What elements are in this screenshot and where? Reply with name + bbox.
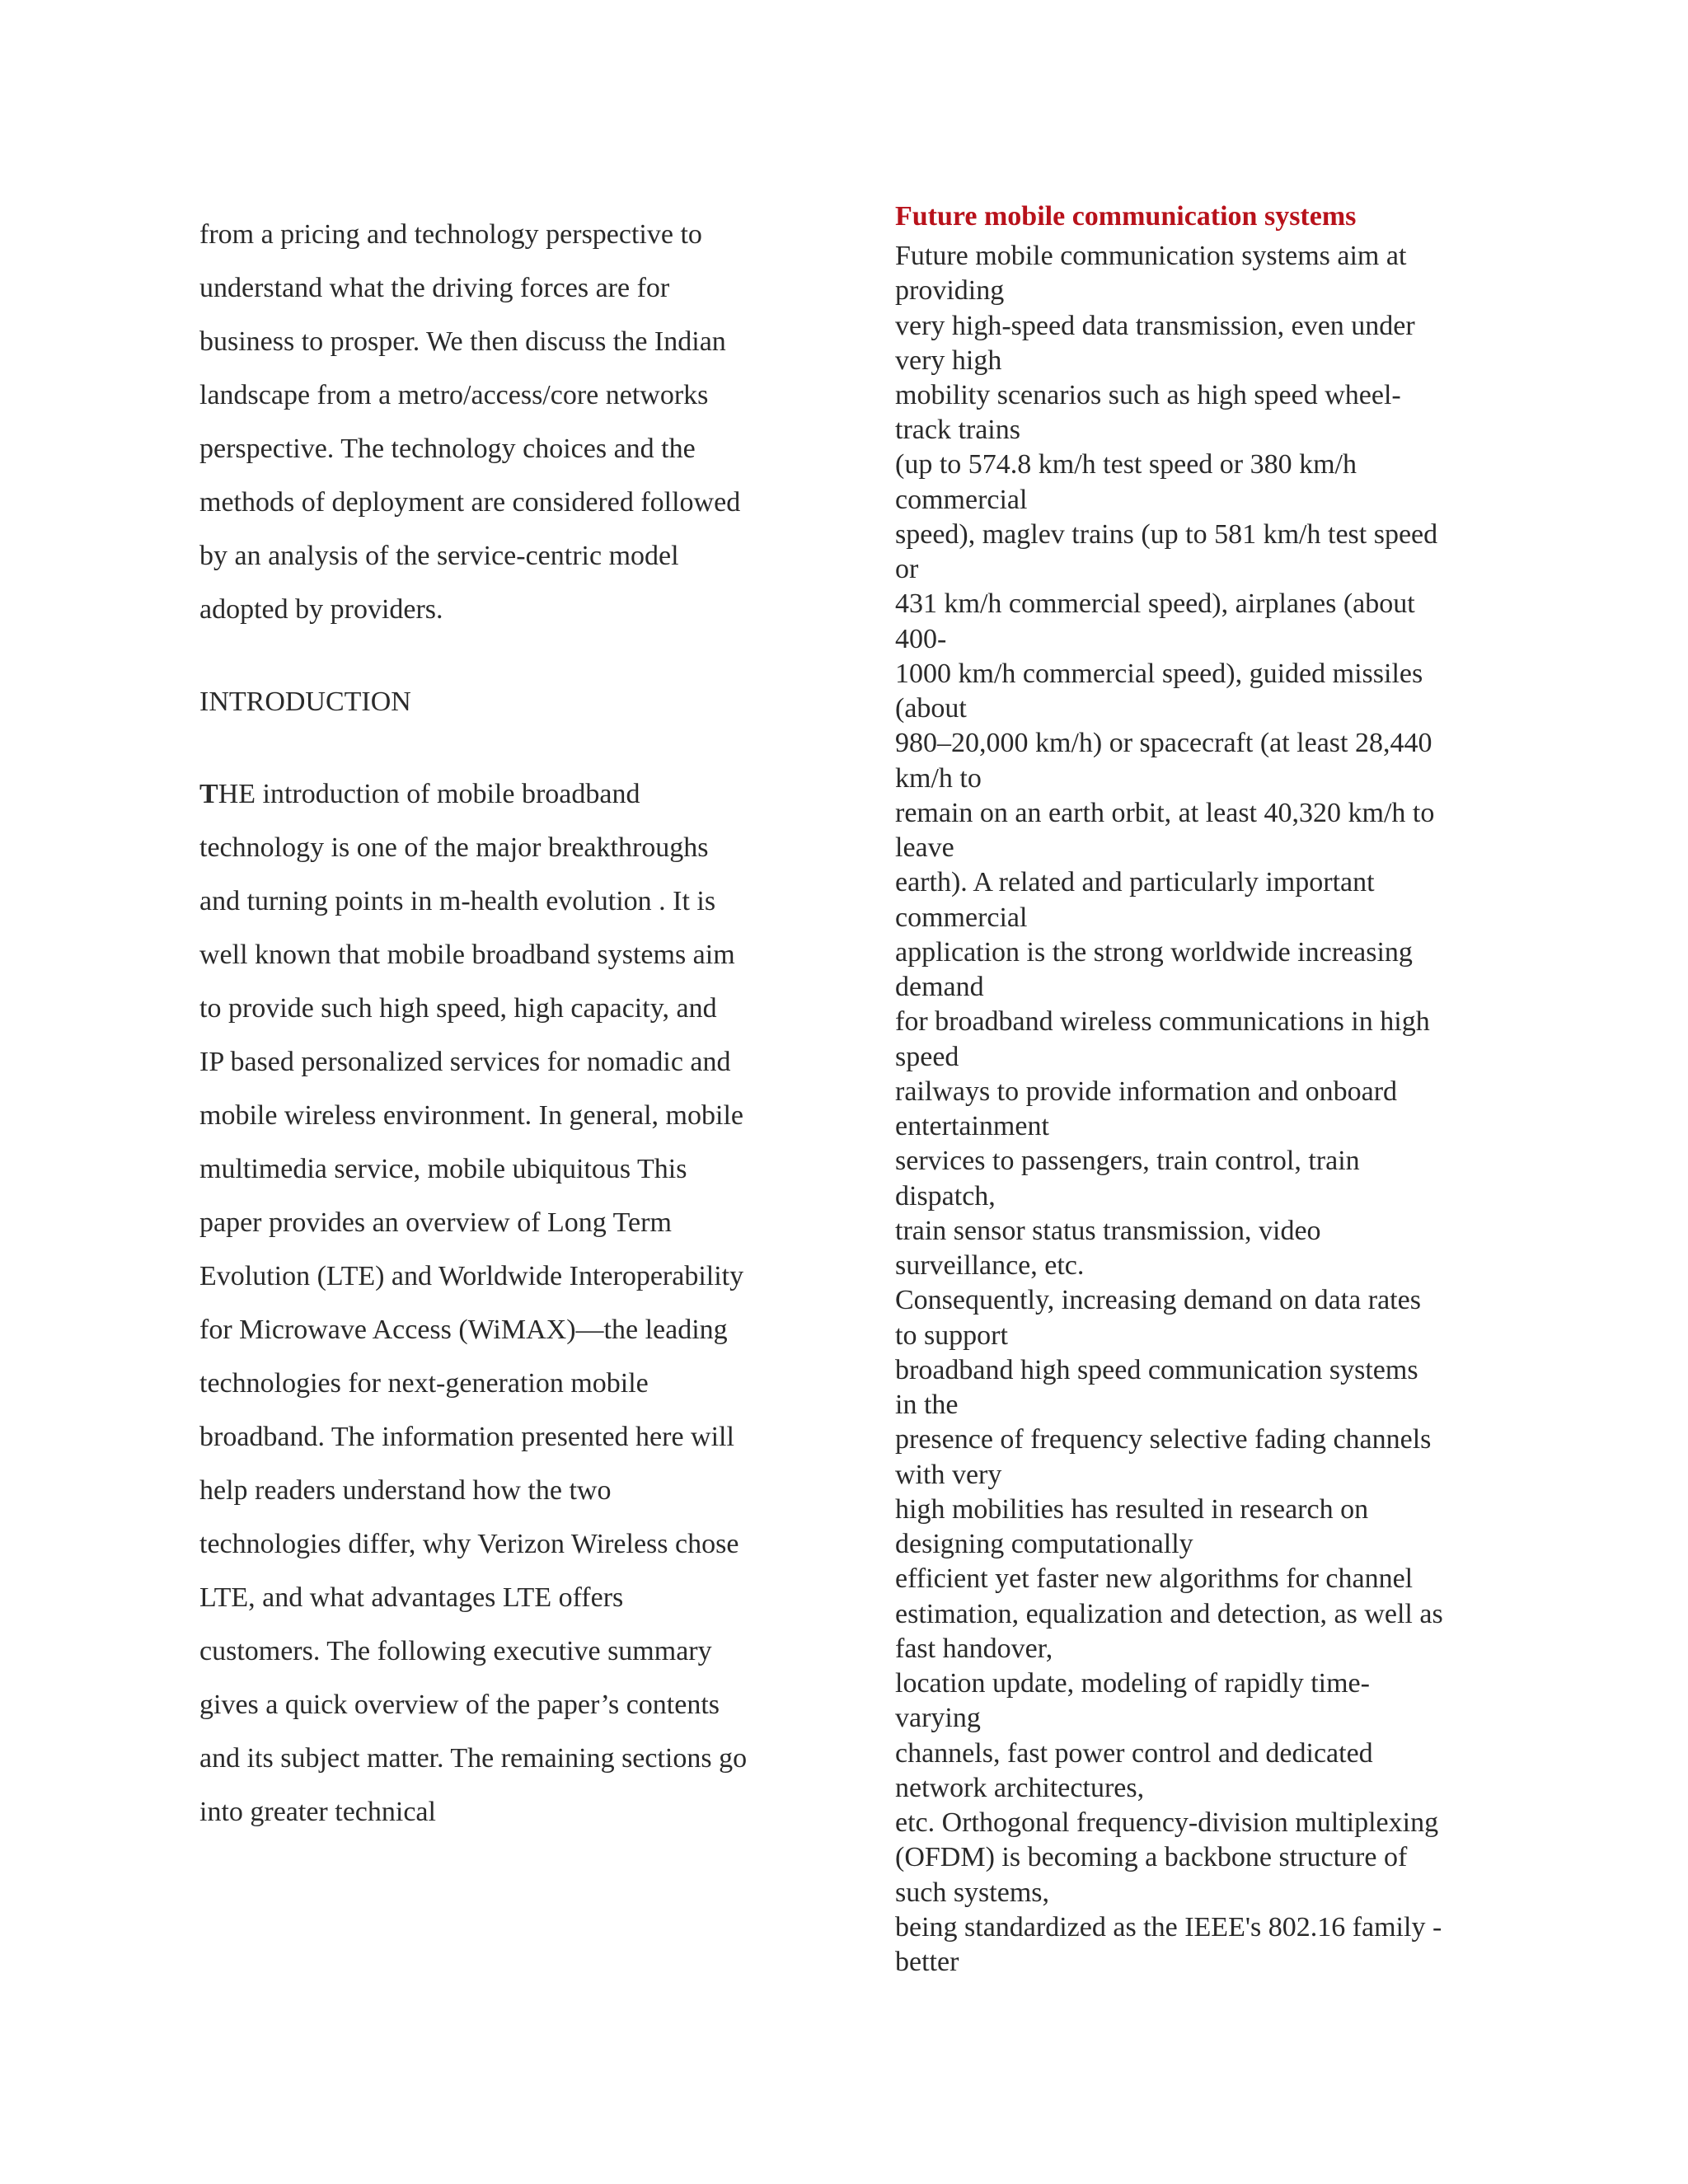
left-text-line: mobile wireless environment. In general, mobile <box>199 1100 743 1131</box>
right-text-line: speed), maglev trains (up to 581 km/h test speed <box>895 519 1438 550</box>
intro-first-line <box>199 778 640 811</box>
right-text-line: Future mobile communication systems aim at <box>895 241 1407 271</box>
right-text-line: channels, fast power control and dedicated <box>895 1738 1373 1769</box>
right-text-line: providing <box>895 275 1005 306</box>
right-text-line: 431 km/h commercial speed), airplanes (about <box>895 588 1415 619</box>
right-text-line: in the <box>895 1390 959 1420</box>
left-text-line: to provide such high speed, high capacity, and <box>199 993 717 1024</box>
right-text-line: track trains <box>895 415 1020 445</box>
left-text-line: by an analysis of the service-centric model <box>199 541 679 571</box>
right-text-line: demand <box>895 972 984 1002</box>
left-text-line: well known that mobile broadband systems aim <box>199 940 735 970</box>
left-text-line: for Microwave Access (WiMAX)—the leading <box>199 1315 728 1345</box>
drop-cap-letter: T <box>199 779 218 809</box>
right-text-line: remain on an earth orbit, at least 40,320 km/h to <box>895 798 1435 828</box>
left-text-line: from a pricing and technology perspective to <box>199 219 702 250</box>
left-text-line: IP based personalized services for nomadic and <box>199 1047 731 1077</box>
right-text-line: fast handover, <box>895 1633 1053 1664</box>
right-text-line: very high-speed data transmission, even under <box>895 311 1415 341</box>
right-text-line: speed <box>895 1042 959 1072</box>
right-text-line: designing computationally <box>895 1529 1193 1559</box>
right-text-line: railways to provide information and onboard <box>895 1076 1398 1107</box>
right-text-line: leave <box>895 832 954 863</box>
left-text-line: and its subject matter. The remaining sections go <box>199 1743 748 1774</box>
right-text-line: application is the strong worldwide increasing <box>895 937 1413 968</box>
right-text-line: estimation, equalization and detection, as well as <box>895 1599 1443 1629</box>
left-text-line: perspective. The technology choices and the <box>199 434 696 464</box>
right-text-line: 1000 km/h commercial speed), guided missiles <box>895 658 1423 689</box>
right-text-line: broadband high speed communication systems <box>895 1355 1418 1385</box>
section-heading-future-mobile: Future mobile communication systems <box>895 201 1357 232</box>
left-text-line: LTE, and what advantages LTE offers <box>199 1582 624 1613</box>
right-text-line: earth). A related and particularly important <box>895 867 1375 898</box>
right-text-line: dispatch, <box>895 1181 996 1212</box>
right-text-line: (OFDM) is becoming a backbone structure of <box>895 1842 1408 1872</box>
right-text-line: high mobilities has resulted in research on <box>895 1494 1369 1525</box>
left-text-line: understand what the driving forces are for <box>199 273 670 303</box>
section-heading-introduction: INTRODUCTION <box>199 687 411 717</box>
right-text-line: km/h to <box>895 763 982 794</box>
right-text-line: or <box>895 554 919 584</box>
right-text-line: commercial <box>895 485 1028 515</box>
right-text-line: better <box>895 1947 959 1977</box>
right-text-line: train sensor status transmission, video <box>895 1216 1321 1246</box>
right-text-line: with very <box>895 1460 1002 1490</box>
left-text-line: technology is one of the major breakthroughs <box>199 832 709 863</box>
right-text-line: commercial <box>895 902 1028 933</box>
right-text-line: location update, modeling of rapidly time- <box>895 1668 1370 1699</box>
left-text-line: Evolution (LTE) and Worldwide Interoperability <box>199 1261 744 1291</box>
right-text-line: mobility scenarios such as high speed wheel- <box>895 380 1401 410</box>
right-text-line: (up to 574.8 km/h test speed or 380 km/h <box>895 449 1357 480</box>
left-text-line: paper provides an overview of Long Term <box>199 1207 672 1238</box>
right-text-line: very high <box>895 345 1002 376</box>
right-text-line: to support <box>895 1320 1008 1351</box>
left-text-line: technologies for next-generation mobile <box>199 1368 649 1399</box>
right-text-line: network architectures, <box>895 1773 1145 1803</box>
left-text-line: customers. The following executive summary <box>199 1636 712 1666</box>
right-text-line: Consequently, increasing demand on data rates <box>895 1285 1421 1315</box>
left-text-line: broadband. The information presented here will <box>199 1422 734 1452</box>
left-text-line: help readers understand how the two <box>199 1475 612 1506</box>
left-text-line: into greater technical <box>199 1797 436 1827</box>
right-text-line: for broadband wireless communications in high <box>895 1006 1430 1037</box>
right-text-line: (about <box>895 693 967 724</box>
right-text-line: surveillance, etc. <box>895 1250 1085 1281</box>
left-text-line: technologies differ, why Verizon Wireless chose <box>199 1529 739 1559</box>
right-text-line: efficient yet faster new algorithms for channel <box>895 1563 1414 1594</box>
right-text-line: 980–20,000 km/h) or spacecraft (at least 28,440 <box>895 728 1432 758</box>
left-text-line: adopted by providers. <box>199 594 443 625</box>
left-text-line: business to prosper. We then discuss the Indian <box>199 326 726 357</box>
right-text-line: services to passengers, train control, train <box>895 1146 1360 1176</box>
right-text-line: such systems, <box>895 1877 1049 1908</box>
left-text-line: landscape from a metro/access/core networks <box>199 380 709 410</box>
right-text-line: presence of frequency selective fading channels <box>895 1424 1432 1455</box>
left-text-line: methods of deployment are considered followed <box>199 487 741 518</box>
left-text-line: and turning points in m-health evolution . It is <box>199 886 716 916</box>
right-text-line: being standardized as the IEEE's 802.16 family - <box>895 1912 1442 1943</box>
right-text-line: entertainment <box>895 1111 1049 1141</box>
left-text-line: multimedia service, mobile ubiquitous This <box>199 1154 687 1184</box>
intro-first-line-text: HE introduction of mobile broadband <box>218 779 640 809</box>
right-text-line: 400- <box>895 624 947 654</box>
right-text-line: etc. Orthogonal frequency-division multiplexing <box>895 1807 1439 1838</box>
left-text-line: gives a quick overview of the paper’s contents <box>199 1690 720 1720</box>
right-text-line: varying <box>895 1703 981 1733</box>
